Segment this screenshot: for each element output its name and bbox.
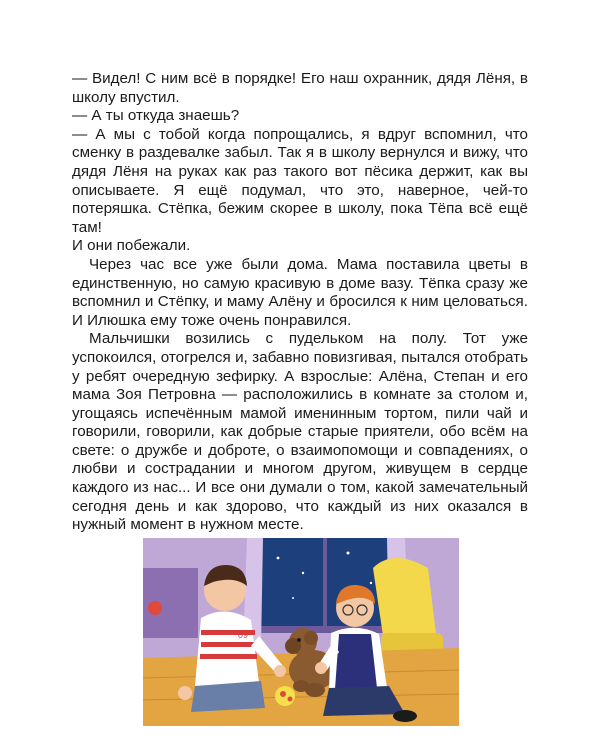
paragraph-3: — А мы с тобой когда попрощались, я вдруг вспомнил, что сменку в раздевалке забыл. Так я в школу вернулся и вижу, что дядя Лёня на руках как раз такого вот пёсика держит, как вы описываете. Я ещё подумал, что это, наверное, чей-то потеряшка. Стёпка, бежим скорее в школу, пока Тёпа всё ещё там! (72, 125, 528, 236)
shirt-number: 09 (238, 630, 249, 640)
paragraph-6: Мальчишки возились с пудельком на полу. Тот уже успокоился, отогрелся и, забавно повизгивая, пытался отобрать у ребят очередную зефирку. А взрослые: Алёна, Степан и его мама Зоя Петровна — расположились в комнате за столом и, угощаясь испечённым мамой именинным тортом, пили чай и говорили, говорили, как добрые старые приятели, обо всём на свете: о дружбе и доброте, о взаимопомощи и совпадениях, о любви и сострадании и многом другом, живущем в сердце каждого из нас... И все они думали о том, какой замечательный сегодня день и как здорово, что каждый из них оказался в нужный момент в нужном месте. (72, 330, 528, 534)
paragraph-5: Через час все уже были дома. Мама поставила цветы в единственную, но самую красивую в доме вазу. Тёпка сразу же вспомнил и Стёпку, и маму Алёну и бросился к ним целоваться. И Илюшка ему тоже очень понравился. (72, 255, 528, 329)
illustration-scene (143, 538, 459, 726)
paragraph-4: И они побежали. (72, 237, 191, 255)
boy-left-shirt (195, 611, 259, 686)
paragraph-2: — А ты откуда знаешь? (72, 107, 240, 125)
story-text (72, 70, 528, 535)
shelf-ball (148, 601, 162, 615)
boy-right-vest (335, 634, 377, 689)
paragraph-1: — Видел! С ним всё в порядке! Его наш охранник, дядя Лёня, в школу впустил. (72, 70, 528, 106)
story-illustration (143, 538, 459, 726)
